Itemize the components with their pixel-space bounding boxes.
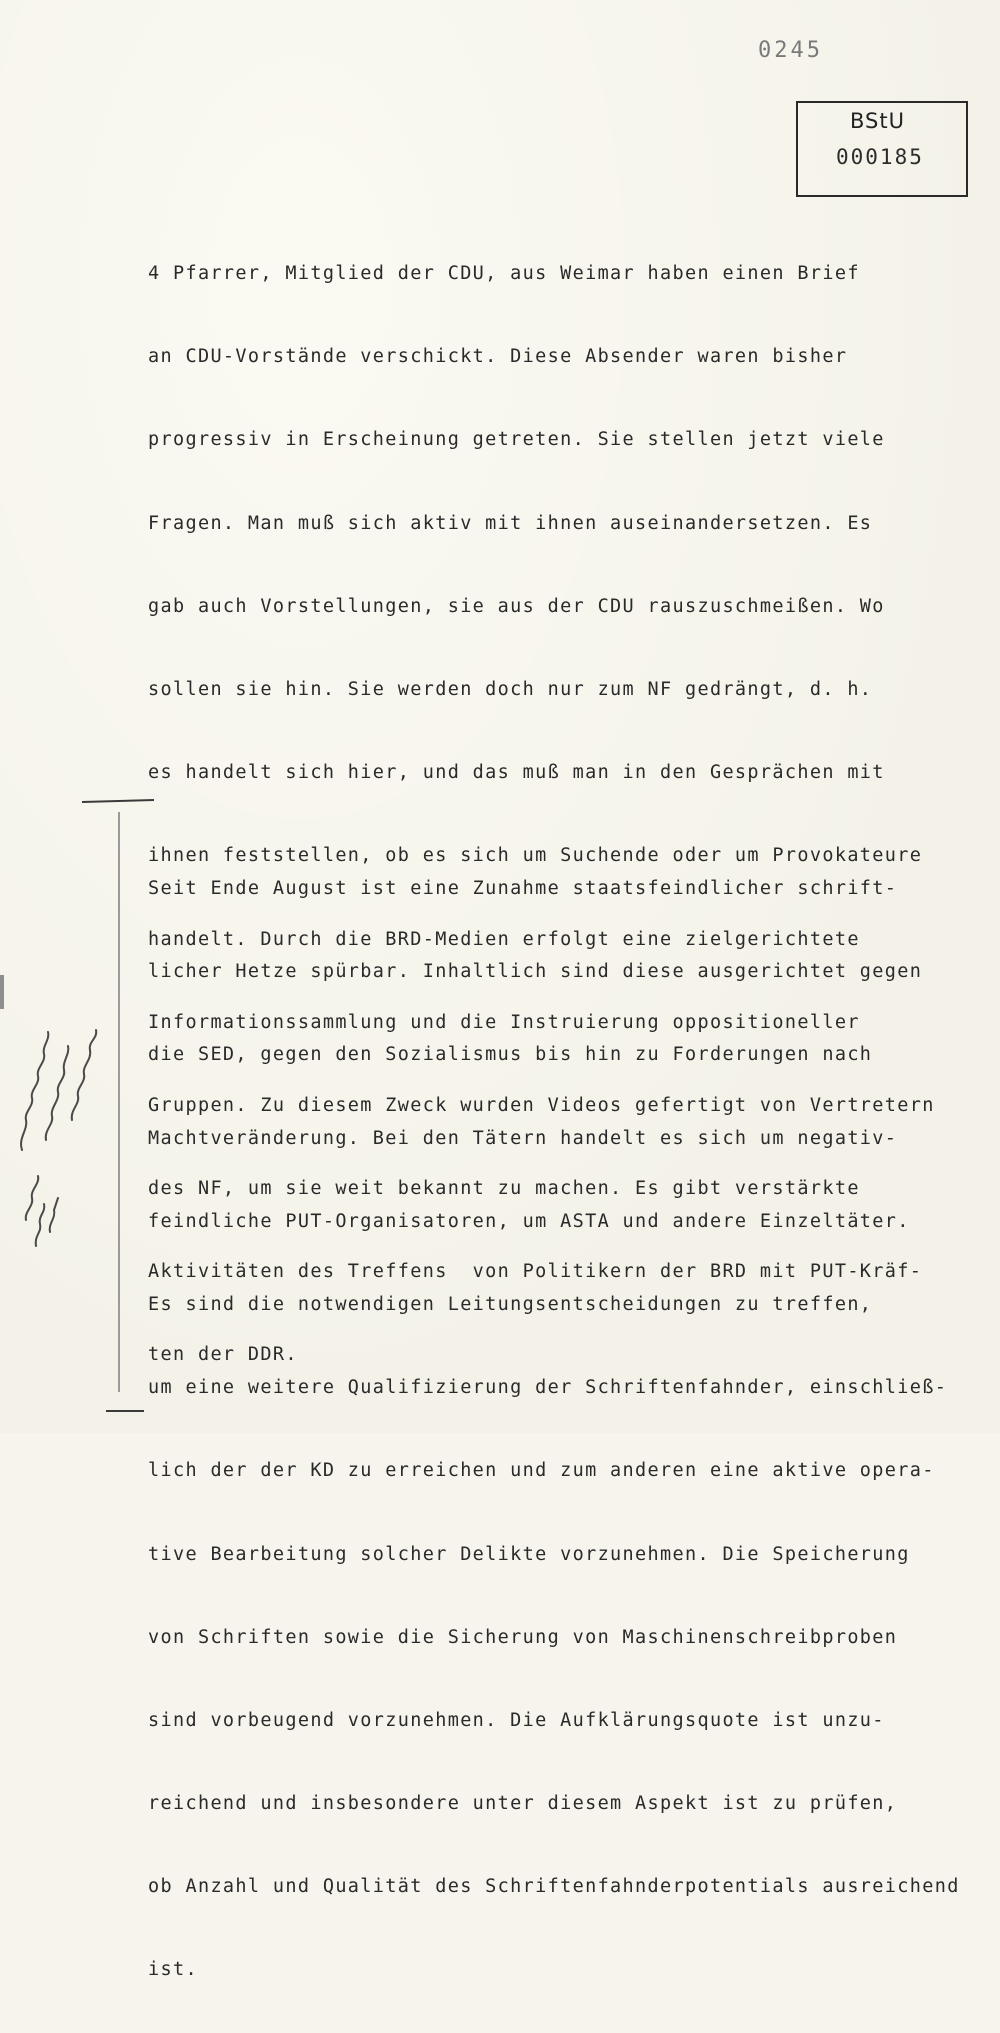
text-line: es handelt sich hier, und das muß man in den Gesprächen mit (148, 762, 885, 784)
text-line: licher Hetze spürbar. Inhaltlich sind diese ausgerichtet gegen (148, 961, 923, 983)
text-line: Informationssammlung und die Instruierung oppositioneller (148, 1011, 860, 1033)
text-line: des NF, um sie weit bekannt zu machen. Es gibt verstärkte (148, 1178, 860, 1200)
text-line: ob Anzahl und Qualität des Schriftenfahnderpotentials ausreichend (148, 1876, 960, 1898)
stamp-label: BStU (850, 109, 905, 133)
text-line: 4 Pfarrer, Mitglied der CDU, aus Weimar haben einen Brief (148, 263, 860, 284)
text-line: von Schriften sowie die Sicherung von Maschinenschreibproben (148, 1626, 898, 1648)
text-line: feindliche PUT-Organisatoren, um ASTA und andere Einzeltäter. (148, 1210, 910, 1232)
page-number: 0245 (758, 38, 823, 63)
text-line: Fragen. Man muß sich aktiv mit ihnen auseinandersetzen. Es (148, 512, 873, 534)
margin-bracket-top (82, 799, 154, 803)
text-line: sind vorbeugend vorzunehmen. Die Aufklärungsquote ist unzu- (148, 1709, 885, 1731)
text-line: Seit Ende August ist eine Zunahme staatsfeindlicher schrift- (148, 878, 898, 899)
text-line: progressiv in Erscheinung getreten. Sie stellen jetzt viele (148, 429, 885, 451)
text-line: um eine weitere Qualifizierung der Schriftenfahnder, einschließ- (148, 1377, 948, 1399)
text-line: Gruppen. Zu diesem Zweck wurden Videos gefertigt von Vertretern (148, 1094, 935, 1116)
margin-bracket-bottom (106, 1410, 144, 1412)
text-line: die SED, gegen den Sozialismus bis hin zu Forderungen nach (148, 1044, 873, 1066)
handwritten-margin-note (6, 1020, 116, 1250)
text-line: Aktivitäten des Treffens von Politikern der BRD mit PUT-Kräf- (148, 1261, 923, 1283)
paragraph-2 (148, 826, 960, 2033)
text-line: lich der der KD zu erreichen und zum anderen eine aktive opera- (148, 1460, 935, 1482)
margin-bracket-vertical (118, 812, 120, 1392)
text-line: ihnen feststellen, ob es sich um Suchende oder um Provokateure (148, 845, 923, 867)
text-line: Es sind die notwendigen Leitungsentscheidungen zu treffen, (148, 1293, 873, 1315)
text-line: tive Bearbeitung solcher Delikte vorzunehmen. Die Speicherung (148, 1543, 910, 1565)
text-line: sollen sie hin. Sie werden doch nur zum NF gedrängt, d. h. (148, 678, 873, 700)
archive-stamp (796, 101, 968, 197)
stamp-number: 000185 (836, 145, 924, 169)
punch-hole-mark (0, 975, 4, 1009)
text-line: ten der DDR. (148, 1344, 298, 1366)
text-line: ist. (148, 1959, 198, 1981)
text-line: Machtveränderung. Bei den Tätern handelt es sich um negativ- (148, 1127, 898, 1149)
text-line: handelt. Durch die BRD-Medien erfolgt eine zielgerichtete (148, 928, 860, 950)
text-line: reichend und insbesondere unter diesem Aspekt ist zu prüfen, (148, 1793, 898, 1815)
text-line: an CDU-Vorstände verschickt. Diese Absender waren bisher (148, 346, 848, 368)
text-line: gab auch Vorstellungen, sie aus der CDU rauszuschmeißen. Wo (148, 595, 885, 617)
